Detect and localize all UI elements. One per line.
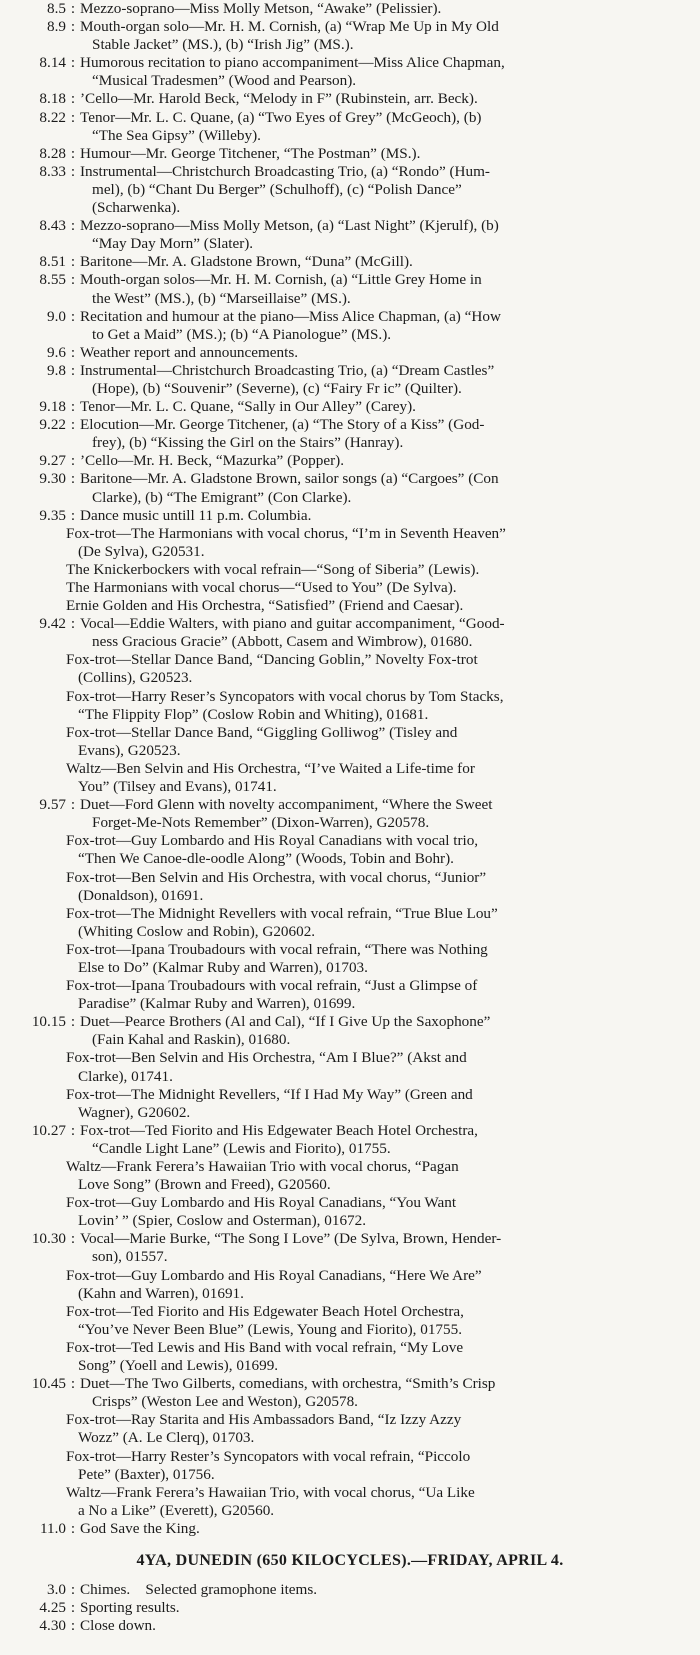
entry-time: 10.30	[31, 1230, 66, 1248]
programme-entry	[0, 308, 700, 344]
entry-description	[80, 217, 700, 253]
record-line: Fox-trot—Ted Lewis and His Band with vocal refrain, “My Love	[66, 1338, 464, 1356]
record-line: Fox-trot—Harry Reser’s Syncopators with vocal chorus by Tom Stacks,	[66, 687, 504, 705]
entry-line: Dance music untill 11 p.m. Columbia.	[80, 506, 312, 524]
entry-description	[80, 452, 700, 470]
record-line: a No a Like” (Everett), G20560.	[78, 1501, 275, 1519]
entry-description	[80, 54, 700, 90]
record-item	[0, 1448, 700, 1484]
time-separator: :	[70, 90, 76, 108]
entry-time: 8.9	[47, 18, 66, 36]
programme-entry	[0, 54, 700, 90]
time-separator: :	[70, 343, 76, 361]
record-line: Fox-trot—Ben Selvin and His Orchestra, with vocal chorus, “Junior”	[66, 868, 487, 886]
record-item	[0, 1194, 700, 1230]
record-line: You” (Tilsey and Evans), 01741.	[78, 778, 277, 796]
record-line: (Kahn and Warren), 01691.	[78, 1284, 244, 1302]
entry-line: Mezzo-soprano—Miss Molly Metson, “Awake” (Pelissier).	[80, 0, 442, 17]
entry-line: Vocal—Eddie Walters, with piano and guitar accompaniment, “Good-	[80, 615, 505, 633]
entry-description	[80, 398, 700, 416]
record-line: (Whiting Coslow and Robin), G20602.	[78, 922, 316, 940]
entry-description	[80, 1617, 700, 1635]
record-item	[0, 525, 700, 561]
entry-line: “Musical Tradesmen” (Wood and Pearson).	[92, 72, 357, 90]
entry-line: the West” (MS.), (b) “Marseillaise” (MS.).	[92, 289, 351, 307]
entry-line: ’Cello—Mr. Harold Beck, “Melody in F” (Rubinstein, arr. Beck).	[80, 90, 478, 108]
time-separator: :	[70, 1375, 76, 1393]
record-items	[0, 1049, 700, 1121]
entry-time: 9.57	[39, 796, 66, 814]
entry-time: 8.28	[39, 144, 66, 162]
record-item	[0, 651, 700, 687]
time-separator: :	[70, 506, 76, 524]
entry-description	[80, 1230, 700, 1266]
programme-list	[0, 796, 700, 832]
record-line: Fox-trot—The Harmonians with vocal chorus, “I’m in Seventh Heaven”	[66, 524, 506, 542]
record-items	[0, 1411, 700, 1520]
programme-list	[0, 1122, 700, 1158]
entry-description	[80, 1375, 700, 1411]
programme-entry	[0, 1599, 700, 1617]
entry-time: 11.0	[39, 1519, 66, 1537]
entry-time: 8.22	[39, 108, 66, 126]
record-line: Fox-trot—Ted Fiorito and His Edgewater Beach Hotel Orchestra,	[66, 1302, 464, 1320]
programme-entry	[0, 344, 700, 362]
time-separator: :	[70, 470, 76, 488]
record-line: Pete” (Baxter), 01756.	[78, 1465, 215, 1483]
entry-description	[80, 470, 700, 506]
entry-line: Baritone—Mr. A. Gladstone Brown, sailor songs (a) “Cargoes” (Con	[80, 470, 499, 488]
entry-time: 9.35	[39, 506, 66, 524]
record-item	[0, 905, 700, 941]
entry-description	[80, 0, 700, 18]
record-line: Love Song” (Brown and Freed), G20560.	[78, 1176, 331, 1194]
entry-line: Tenor—Mr. L. C. Quane, “Sally in Our Alley” (Carey).	[80, 398, 416, 416]
programme-list	[0, 1375, 700, 1411]
record-line: (De Sylva), G20531.	[78, 542, 205, 560]
entry-line: Elocution—Mr. George Titchener, (a) “The Story of a Kiss” (God-	[80, 416, 485, 434]
entry-description	[80, 271, 700, 307]
record-line: Fox-trot—Ben Selvin and His Orchestra, “Am I Blue?” (Akst and	[66, 1049, 467, 1067]
entry-line: mel), (b) “Chant Du Berger” (Schulhoff), (c) “Polish Dance”	[92, 180, 462, 198]
programme-list	[0, 0, 700, 525]
programme-list	[0, 615, 700, 651]
entry-description	[80, 1599, 700, 1617]
entry-line: “Candle Light Lane” (Lewis and Fiorito), 01755.	[92, 1139, 391, 1157]
entry-line: “The Sea Gipsy” (Willeby).	[92, 126, 261, 144]
programme-entry	[0, 18, 700, 54]
entry-line: Clarke), (b) “The Emigrant” (Con Clarke).	[92, 488, 352, 506]
entry-line: Fox-trot—Ted Fiorito and His Edgewater Beach Hotel Orchestra,	[80, 1121, 478, 1139]
entry-description	[80, 253, 700, 271]
record-line: Lovin’ ” (Spier, Coslow and Osterman), 01672.	[78, 1212, 367, 1230]
time-separator: :	[70, 0, 76, 17]
entry-time: 3.0	[47, 1581, 66, 1599]
record-item	[0, 760, 700, 796]
record-line: Wagner), G20602.	[78, 1103, 191, 1121]
record-items	[0, 832, 700, 1013]
entry-description	[80, 90, 700, 108]
entry-time: 8.18	[39, 90, 66, 108]
entry-line: Humorous recitation to piano accompaniment—Miss Alice Chapman,	[80, 54, 505, 72]
entry-description	[80, 163, 700, 217]
entry-description	[80, 416, 700, 452]
time-separator: :	[70, 452, 76, 470]
entry-line: Mezzo-soprano—Miss Molly Metson, (a) “Last Night” (Kjerulf), (b)	[80, 217, 499, 235]
programme-list	[0, 1520, 700, 1538]
entry-time: 10.45	[31, 1375, 66, 1393]
entry-description	[80, 1581, 700, 1599]
entry-time: 9.6	[47, 343, 66, 361]
time-separator: :	[70, 1121, 76, 1139]
entry-description	[80, 344, 700, 362]
programme-entry	[0, 163, 700, 217]
record-item	[0, 561, 700, 579]
record-line: Fox-trot—Ray Starita and His Ambassadors Band, “Iz Izzy Azzy	[66, 1411, 462, 1429]
entry-line: Duet—The Two Gilberts, comedians, with orchestra, “Smith’s Crisp	[80, 1375, 496, 1393]
record-line: Ernie Golden and His Orchestra, “Satisfied” (Friend and Caesar).	[66, 597, 464, 615]
record-line: “The Flippity Flop” (Coslow Robin and Whiting), 01681.	[78, 705, 429, 723]
entry-description	[80, 308, 700, 344]
entry-description	[80, 145, 700, 163]
time-separator: :	[70, 144, 76, 162]
entry-time: 10.27	[31, 1121, 66, 1139]
record-line: Clarke), 01741.	[78, 1067, 173, 1085]
record-items	[0, 651, 700, 796]
entry-line: (Fain Kahal and Raskin), 01680.	[92, 1031, 291, 1049]
record-item	[0, 579, 700, 597]
time-separator: :	[70, 108, 76, 126]
programme-entry	[0, 615, 700, 651]
programme-entry	[0, 507, 700, 525]
record-line: (Donaldson), 01691.	[78, 886, 204, 904]
entry-line: (Hope), (b) “Souvenir” (Severne), (c) “Fairy Fr ic” (Quilter).	[92, 379, 462, 397]
record-item	[0, 724, 700, 760]
entry-line: Stable Jacket” (MS.), (b) “Irish Jig” (MS.).	[92, 36, 354, 54]
record-line: Song” (Yoell and Lewis), 01699.	[78, 1357, 279, 1375]
time-separator: :	[70, 1617, 76, 1635]
programme-entry	[0, 1013, 700, 1049]
entry-time: 8.51	[39, 253, 66, 271]
record-line: (Collins), G20523.	[78, 669, 193, 687]
entry-line: Close down.	[80, 1617, 156, 1635]
record-item	[0, 1158, 700, 1194]
entry-time: 10.15	[31, 1013, 66, 1031]
entry-description	[80, 796, 700, 832]
record-line: Fox-trot—Stellar Dance Band, “Dancing Goblin,” Novelty Fox-trot	[66, 651, 478, 669]
time-separator: :	[70, 162, 76, 180]
entry-description	[80, 1013, 700, 1049]
entry-line: Weather report and announcements.	[80, 343, 299, 361]
entry-time: 9.27	[39, 452, 66, 470]
entry-line: Instrumental—Christchurch Broadcasting Trio, (a) “Rondo” (Hum-	[80, 162, 490, 180]
programme-entry	[0, 1122, 700, 1158]
time-separator: :	[70, 54, 76, 72]
entry-line: Instrumental—Christchurch Broadcasting Trio, (a) “Dream Castles”	[80, 361, 495, 379]
time-separator: :	[70, 307, 76, 325]
record-item	[0, 941, 700, 977]
entry-time: 9.18	[39, 398, 66, 416]
record-line: “Then We Canoe-dle-oodle Along” (Woods, Tobin and Bohr).	[78, 850, 454, 868]
record-line: The Knickerbockers with vocal refrain—“Song of Siberia” (Lewis).	[66, 560, 480, 578]
entry-line: Forget-Me-Nots Remember” (Dixon-Warren), G20578.	[92, 814, 430, 832]
programme-entry	[0, 109, 700, 145]
entry-line: Mouth-organ solo—Mr. H. M. Cornish, (a) “Wrap Me Up in My Old	[80, 18, 499, 36]
record-items	[0, 1158, 700, 1230]
entry-line: Duet—Pearce Brothers (Al and Cal), “If I Give Up the Saxophone”	[80, 1013, 491, 1031]
entry-line: Vocal—Marie Burke, “The Song I Love” (De Sylva, Brown, Hender-	[80, 1230, 502, 1248]
record-line: Else to Do” (Kalmar Ruby and Warren), 01703.	[78, 958, 368, 976]
time-separator: :	[70, 416, 76, 434]
time-separator: :	[70, 1519, 76, 1537]
programme-entry	[0, 271, 700, 307]
entry-time: 9.0	[47, 307, 66, 325]
entry-line: ’Cello—Mr. H. Beck, “Mazurka” (Popper).	[80, 452, 345, 470]
programme-entry	[0, 398, 700, 416]
record-item	[0, 1484, 700, 1520]
entry-line: to Get a Maid” (MS.); (b) “A Pianologue” (MS.).	[92, 325, 392, 343]
time-separator: :	[70, 615, 76, 633]
record-line: Fox-trot—Guy Lombardo and His Royal Canadians, “Here We Are”	[66, 1266, 482, 1284]
entry-line: Humour—Mr. George Titchener, “The Postman” (MS.).	[80, 144, 421, 162]
entry-line: God Save the King.	[80, 1519, 200, 1537]
entry-line: Chimes. Selected gramophone items.	[80, 1581, 318, 1599]
time-separator: :	[70, 18, 76, 36]
record-line: Wozz” (A. Le Clerq), 01703.	[78, 1429, 255, 1447]
record-line: Fox-trot—Ipana Troubadours with vocal refrain, “There was Nothing	[66, 940, 488, 958]
time-separator: :	[70, 253, 76, 271]
record-item	[0, 1411, 700, 1447]
time-separator: :	[70, 1599, 76, 1617]
entry-time: 8.33	[39, 162, 66, 180]
programme-list	[0, 1581, 700, 1635]
programme-entry	[0, 145, 700, 163]
record-item	[0, 1303, 700, 1339]
entry-line: Sporting results.	[80, 1599, 180, 1617]
time-separator: :	[70, 361, 76, 379]
programme-entry	[0, 253, 700, 271]
entry-time: 9.8	[47, 361, 66, 379]
entry-description	[80, 18, 700, 54]
record-item	[0, 1267, 700, 1303]
entry-line: “May Day Morn” (Slater).	[92, 235, 254, 253]
programme-entry	[0, 1617, 700, 1635]
record-line: Fox-trot—Guy Lombardo and His Royal Canadians, “You Want	[66, 1194, 457, 1212]
time-separator: :	[70, 796, 76, 814]
time-separator: :	[70, 1581, 76, 1599]
entry-description	[80, 507, 700, 525]
time-separator: :	[70, 398, 76, 416]
programme-entry	[0, 0, 700, 18]
record-line: Fox-trot—The Midnight Revellers with vocal refrain, “True Blue Lou”	[66, 904, 498, 922]
record-line: Fox-trot—Harry Rester’s Syncopators with vocal refrain, “Piccolo	[66, 1447, 471, 1465]
record-item	[0, 1086, 700, 1122]
programme-entry	[0, 1520, 700, 1538]
entry-line: ness Gracious Gracie” (Abbott, Casem and Wimbrow), 01680.	[92, 633, 473, 651]
entry-description	[80, 1122, 700, 1158]
entry-line: son), 01557.	[92, 1248, 168, 1266]
entry-line: (Scharwenka).	[92, 199, 181, 217]
time-separator: :	[70, 1230, 76, 1248]
record-line: Fox-trot—The Midnight Revellers, “If I Had My Way” (Green and	[66, 1085, 473, 1103]
programme-entry	[0, 90, 700, 108]
entry-time: 4.30	[39, 1617, 66, 1635]
entry-description	[80, 1520, 700, 1538]
entry-line: Recitation and humour at the piano—Miss Alice Chapman, (a) “How	[80, 307, 501, 325]
record-line: Fox-trot—Ipana Troubadours with vocal refrain, “Just a Glimpse of	[66, 977, 478, 995]
entry-line: frey), (b) “Kissing the Girl on the Stairs” (Hanray).	[92, 434, 404, 452]
entry-line: Mouth-organ solos—Mr. H. M. Cornish, (a) “Little Grey Home in	[80, 271, 482, 289]
record-line: Paradise” (Kalmar Ruby and Warren), 01699.	[78, 995, 356, 1013]
time-separator: :	[70, 217, 76, 235]
station-heading: 4YA, DUNEDIN (650 KILOCYCLES).—FRIDAY, APRIL 4.	[136, 1551, 564, 1569]
record-line: “You’ve Never Been Blue” (Lewis, Young and Fiorito), 01755.	[78, 1320, 463, 1338]
programme-entry	[0, 416, 700, 452]
record-line: The Harmonians with vocal chorus—“Used to You” (De Sylva).	[66, 579, 457, 596]
entry-line: Tenor—Mr. L. C. Quane, (a) “Two Eyes of Grey” (McGeoch), (b)	[80, 108, 482, 126]
record-items	[0, 1267, 700, 1376]
record-item	[0, 597, 700, 615]
record-line: Evans), G20523.	[78, 741, 181, 759]
programme-list	[0, 1230, 700, 1266]
dance-music-items	[0, 525, 700, 615]
programme-entry	[0, 217, 700, 253]
time-separator: :	[70, 271, 76, 289]
programme-entry	[0, 1581, 700, 1599]
entry-time: 8.43	[39, 217, 66, 235]
entry-time: 9.42	[39, 615, 66, 633]
time-separator: :	[70, 1013, 76, 1031]
record-line: Waltz—Ben Selvin and His Orchestra, “I’ve Waited a Life-time for	[66, 759, 475, 777]
programme-entry	[0, 1375, 700, 1411]
record-line: Waltz—Frank Ferera’s Hawaiian Trio, with vocal chorus, “Ua Like	[66, 1483, 475, 1501]
entry-description	[80, 615, 700, 651]
entry-time: 4.25	[39, 1599, 66, 1617]
entry-line: Baritone—Mr. A. Gladstone Brown, “Duna” (McGill).	[80, 253, 413, 271]
entry-time: 9.30	[39, 470, 66, 488]
record-item	[0, 832, 700, 868]
programme-entry	[0, 452, 700, 470]
programme-entry	[0, 362, 700, 398]
entry-description	[80, 362, 700, 398]
entry-line: Duet—Ford Glenn with novelty accompaniment, “Where the Sweet	[80, 796, 493, 814]
entry-time: 8.55	[39, 271, 66, 289]
record-item	[0, 1049, 700, 1085]
programme-entry	[0, 470, 700, 506]
programme-entry	[0, 1230, 700, 1266]
entry-time: 8.5	[47, 0, 66, 17]
record-item	[0, 869, 700, 905]
programme-entry	[0, 796, 700, 832]
record-item	[0, 688, 700, 724]
entry-line: Crisps” (Weston Lee and Weston), G20578.	[92, 1393, 358, 1411]
record-item	[0, 977, 700, 1013]
entry-description	[80, 109, 700, 145]
record-line: Fox-trot—Stellar Dance Band, “Giggling Golliwog” (Tisley and	[66, 723, 458, 741]
record-line: Fox-trot—Guy Lombardo and His Royal Canadians with vocal trio,	[66, 832, 479, 850]
entry-time: 9.22	[39, 416, 66, 434]
programme-list	[0, 1013, 700, 1049]
entry-time: 8.14	[39, 54, 66, 72]
record-item	[0, 1339, 700, 1375]
record-line: Waltz—Frank Ferera’s Hawaiian Trio with vocal chorus, “Pagan	[66, 1158, 459, 1175]
